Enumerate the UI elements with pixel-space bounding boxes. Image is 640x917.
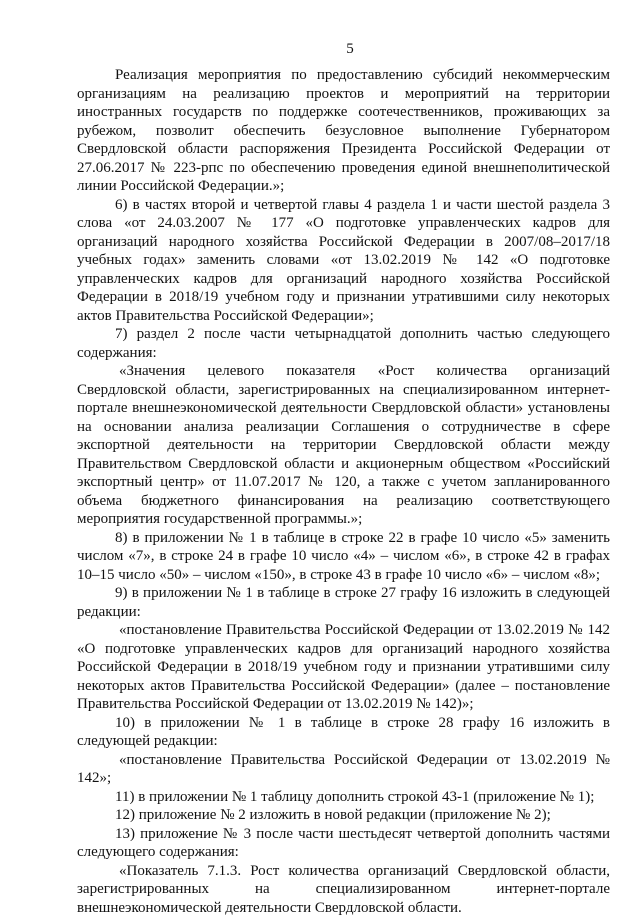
paragraph-indicator-quote: «Показатель 7.1.3. Рост количества организаций Свердловской области, зарегистрированных на специализированном интернет-портале внешнеэкономической деятельности Свердловской области. (77, 862, 610, 917)
paragraph-item-11: 11) в приложении № 1 таблицу дополнить строкой 43-1 (приложение № 1); (77, 788, 610, 807)
paragraph-subsidies: Реализация мероприятия по предоставлению субсидий некоммерческим организациям на реализацию проектов и мероприятий на территории иностранных государств по поддержке соотечественников, проживающих за рубежом, позволит обеспечить безусловное выполнение Губернатором Свердловской области распоряжения Президента Российской Федерации от 27.06.2017 № 223-рпс по обеспечению проведения единой внешнеполитической линии Российской Федерации.»; (77, 66, 610, 196)
paragraph-item-9: 9) в приложении № 1 в таблице в строке 27 графу 16 изложить в следующей редакции: (77, 584, 610, 621)
paragraph-item-13: 13) приложение № 3 после части шестьдесят четвертой дополнить частями следующего содержания: (77, 825, 610, 862)
page-number: 5 (90, 40, 610, 58)
paragraph-item-6: 6) в частях второй и четвертой главы 4 раздела 1 и части шестой раздела 3 слова «от 24.03.2007 № 177 «О подготовке управленческих кадров для организаций народного хозяйства Российской Федерации в 2007/08–2017/18 учебных годах» заменить словами «от 13.02.2019 № 142 «О подготовке управленческих кадров для организаций народного хозяйства Российской Федерации в 2018/19 учебном году и признании утратившими силу некоторых актов Правительства Российской Федерации»; (77, 196, 610, 326)
paragraph-target-indicator-quote: «Значения целевого показателя «Рост количества организаций Свердловской области, зарегистрированных на специализированном интернет-портале внешнеэкономической деятельности Свердловской области» установлены на основании анализа реализации Соглашения о сотрудничестве в сфере экспортной деятельности на территории Свердловской области между Правительством Свердловской области и акционерным обществом «Российский экспортный центр» от 11.07.2017 № 120, а также с учетом запланированного объема бюджетного финансирования на реализацию соответствующего мероприятия государственной программы.»; (77, 362, 610, 529)
document-page (77, 40, 610, 917)
paragraph-item-12: 12) приложение № 2 изложить в новой редакции (приложение № 2); (77, 806, 610, 825)
paragraph-item-10: 10) в приложении № 1 в таблице в строке 28 графу 16 изложить в следующей редакции: (77, 714, 610, 751)
paragraph-item-7: 7) раздел 2 после части четырнадцатой дополнить частью следующего содержания: (77, 325, 610, 362)
paragraph-item-8: 8) в приложении № 1 в таблице в строке 22 в графе 10 число «5» заменить числом «7», в строке 24 в графе 10 число «4» – числом «6», в строке 42 в графах 10–15 число «50» – числом «150», в строке 43 в графе 10 число «6» – числом «8»; (77, 529, 610, 585)
paragraph-decree-quote: «постановление Правительства Российской Федерации от 13.02.2019 № 142 «О подготовке управленческих кадров для организаций народного хозяйства Российской Федерации в 2018/19 учебном году и признании утратившими силу некоторых актов Правительства Российской Федерации» (далее – постановление Правительства Российской Федерации от 13.02.2019 № 142)»; (77, 621, 610, 714)
paragraph-decree-short-quote: «постановление Правительства Российской Федерации от 13.02.2019 № 142»; (77, 751, 610, 788)
